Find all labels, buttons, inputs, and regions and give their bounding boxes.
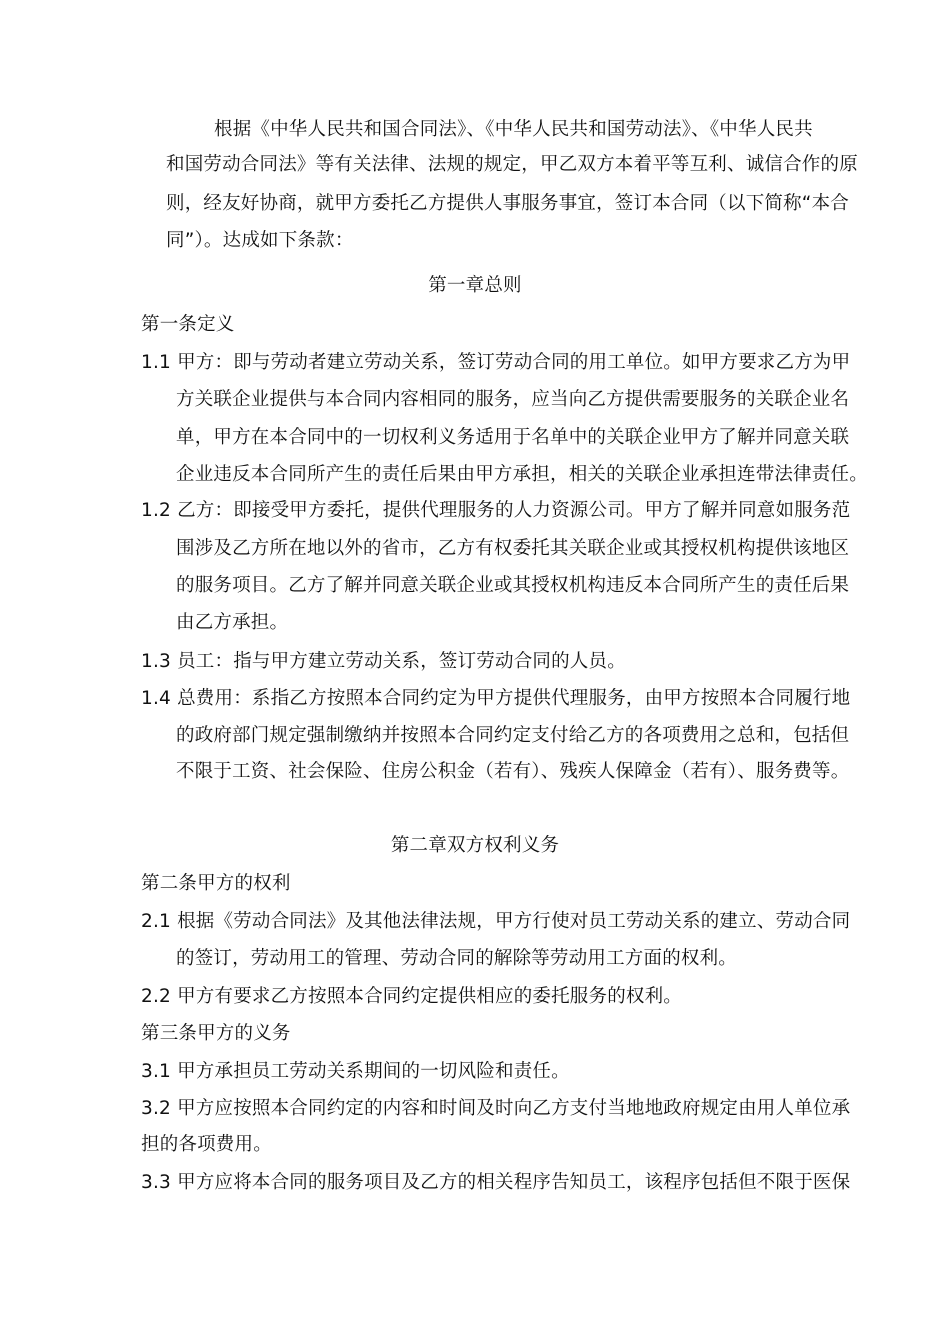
clause-3-2-line-2: 担的各项费用。	[141, 1134, 272, 1155]
clause-2-1-line-2: 的签订，劳动用工的管理、劳动合同的解除等劳动用工方面的权利。	[176, 948, 738, 969]
clause-1-1-line-3: 单，甲方在本合同中的一切权利义务适用于名单中的关联企业甲方了解并同意关联	[176, 427, 850, 448]
chapter-2-title: 第二章双方权利义务	[390, 835, 560, 856]
clause-1-2-line-2: 围涉及乙方所在地以外的省市，乙方有权委托其关联企业或其授权机构提供该地区	[176, 538, 850, 559]
clause-3-2-line-1: 3.2 甲方应按照本合同约定的内容和时间及时向乙方支付当地地政府规定由用人单位承	[141, 1098, 851, 1119]
article-1-title: 第一条定义	[141, 314, 235, 335]
chapter-1-title: 第一章总则	[428, 275, 522, 296]
intro-line-4: 同”）。达成如下条款：	[166, 230, 354, 251]
clause-1-1-line-4: 企业违反本合同所产生的责任后果由甲方承担，相关的关联企业承担连带法律责任。	[176, 464, 868, 485]
clause-3-3-line-1: 3.3 甲方应将本合同的服务项目及乙方的相关程序告知员工，该程序包括但不限于医保	[141, 1172, 851, 1193]
intro-line-3: 则，经友好协商，就甲方委托乙方提供人事服务事宜，签订本合同（以下简称“本合	[166, 193, 849, 214]
clause-1-4-line-3: 不限于工资、社会保险、住房公积金（若有）、残疾人保障金（若有）、服务费等。	[176, 761, 850, 782]
article-2-title: 第二条甲方的权利	[141, 873, 291, 894]
clause-2-1-line-1: 2.1 根据《劳动合同法》及其他法律法规，甲方行使对员工劳动关系的建立、劳动合同	[141, 911, 851, 932]
clause-1-2-line-3: 的服务项目。乙方了解并同意关联企业或其授权机构违反本合同所产生的责任后果	[176, 575, 850, 596]
clause-1-4-line-1: 1.4 总费用：系指乙方按照本合同约定为甲方提供代理服务，由甲方按照本合同履行地	[141, 688, 851, 709]
clause-3-1: 3.1 甲方承担员工劳动关系期间的一切风险和责任。	[141, 1061, 570, 1082]
clause-2-2: 2.2 甲方有要求乙方按照本合同约定提供相应的委托服务的权利。	[141, 986, 683, 1007]
clause-1-2-line-4: 由乙方承担。	[176, 612, 289, 633]
intro-line-1: 根据《中华人民共和国合同法》、《中华人民共和国劳动法》、《中华人民共	[214, 119, 813, 140]
article-3-title: 第三条甲方的义务	[141, 1023, 291, 1044]
clause-1-1-line-2: 方关联企业提供与本合同内容相同的服务，应当向乙方提供需要服务的关联企业名	[176, 389, 850, 410]
clause-1-4-line-2: 的政府部门规定强制缴纳并按照本合同约定支付给乙方的各项费用之总和，包括但	[176, 725, 850, 746]
clause-1-2-line-1: 1.2 乙方：即接受甲方委托，提供代理服务的人力资源公司。甲方了解并同意如服务范	[141, 500, 851, 521]
clause-1-1-line-1: 1.1 甲方：即与劳动者建立劳动关系，签订劳动合同的用工单位。如甲方要求乙方为甲	[141, 352, 851, 373]
intro-line-2: 和国劳动合同法》等有关法律、法规的规定，甲乙双方本着平等互利、诚信合作的原	[166, 154, 858, 175]
clause-1-3: 1.3 员工：指与甲方建立劳动关系，签订劳动合同的人员。	[141, 651, 626, 672]
